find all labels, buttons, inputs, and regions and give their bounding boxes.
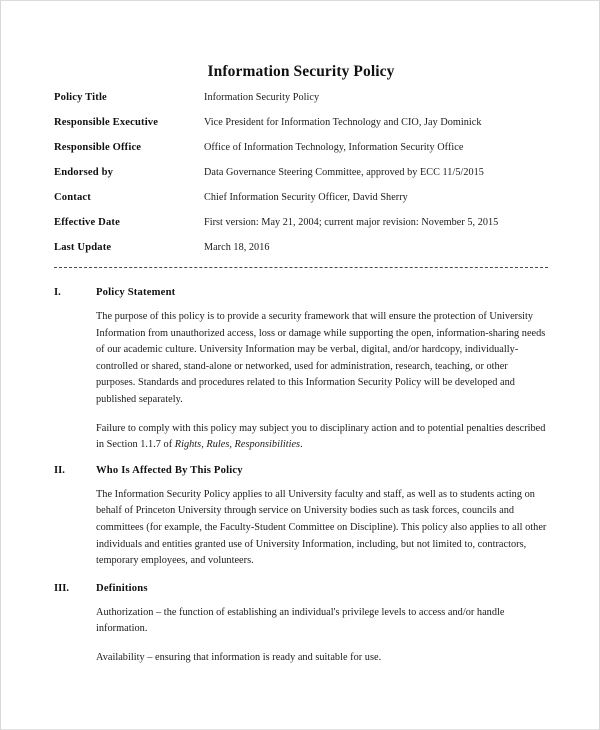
meta-value-last-update: March 18, 2016 [204, 242, 270, 253]
section-content [96, 309, 548, 454]
section-title: Definitions [96, 582, 148, 594]
section-content [96, 487, 548, 570]
table-row [54, 117, 551, 142]
meta-label-endorsed-by: Endorsed by [54, 167, 114, 178]
section-policy-statement [54, 287, 548, 465]
citation-title: Rights, Rules, Responsibilities [174, 439, 301, 451]
spacer [54, 454, 548, 465]
section-heading [54, 465, 548, 476]
meta-label-effective-date: Effective Date [54, 217, 120, 228]
section-numeral: III. [54, 582, 70, 594]
section-who-is-affected [54, 465, 548, 583]
section-title: Who Is Affected By This Policy [96, 464, 243, 476]
table-row [54, 167, 551, 192]
paragraph: The purpose of this policy is to provide a security framework that will ensure the protection of University Information from unauthorized access, loss or damage while supporting the open, information-sharing needs of our academic culture. University Information may be verbal, digital, and/or hardcopy, individually-controlled or shared, stand-alone or networked, used for administration, research, teaching, or other purposes. Standards and procedures related to this Information Security Policy will be developed and published separately. [96, 311, 546, 405]
meta-label-responsible-executive: Responsible Executive [54, 117, 159, 128]
meta-value-responsible-executive: Vice President for Information Technology and CIO, Jay Dominick [204, 117, 482, 128]
section-numeral: I. [54, 287, 61, 298]
spacer [54, 570, 548, 583]
table-row [54, 92, 551, 117]
meta-label-responsible-office: Responsible Office [54, 142, 142, 153]
policy-metadata-table [54, 92, 551, 267]
paragraph-prefix: Failure to comply with this policy may subject you to disciplinary action and to potential penalties described in Section 1.1.7 of [96, 422, 546, 451]
section-heading [54, 583, 548, 594]
section-heading [54, 287, 548, 298]
meta-label-policy-title: Policy Title [54, 92, 107, 103]
table-row [54, 242, 551, 267]
meta-label-last-update: Last Update [54, 242, 112, 253]
section-divider [54, 267, 548, 268]
definition-authorization: Authorization – the function of establishing an individual's privilege levels to access and/or handle information. [96, 606, 505, 635]
section-content [96, 605, 548, 667]
meta-value-effective-date: First version: May 21, 2004; current major revision: November 5, 2015 [204, 217, 499, 228]
document-body [54, 287, 548, 667]
paragraph-with-citation [96, 421, 548, 454]
definition-availability: Availability – ensuring that information is ready and suitable for use. [96, 651, 382, 663]
paragraph-suffix: . [300, 439, 303, 451]
section-title: Policy Statement [96, 287, 176, 298]
table-row [54, 192, 551, 217]
meta-value-contact: Chief Information Security Officer, David Sherry [204, 192, 408, 203]
section-numeral: II. [54, 464, 65, 476]
meta-label-contact: Contact [54, 192, 91, 203]
page-title: Information Security Policy [207, 63, 395, 80]
meta-value-responsible-office: Office of Information Technology, Information Security Office [204, 142, 464, 153]
table-row [54, 217, 551, 242]
table-row [54, 142, 551, 167]
section-definitions [54, 583, 548, 667]
meta-value-endorsed-by: Data Governance Steering Committee, approved by ECC 11/5/2015 [204, 167, 484, 178]
paragraph: The Information Security Policy applies to all University faculty and staff, as well as to students acting on behalf of Princeton University through service on University bodies such as task forces, councils and committees (for example, the Faculty-Student Committee on Discipline). This policy also applies to all other individuals and entities granted use of University Information, including, but not limited to, contractors, temporary employees, and volunteers. [96, 488, 547, 567]
meta-value-policy-title: Information Security Policy [204, 92, 320, 103]
